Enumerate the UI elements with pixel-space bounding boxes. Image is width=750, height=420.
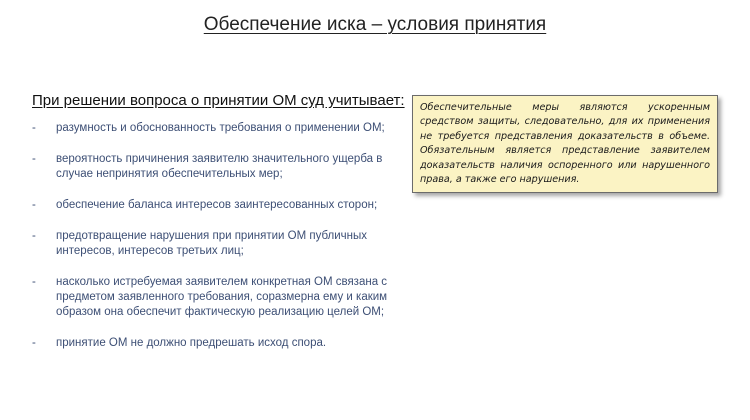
list-item-text: предотвращение нарушения при принятии ОМ публичных интересов, интересов третьих лиц;: [56, 230, 368, 257]
list-item: [32, 229, 394, 259]
list-item: [32, 198, 394, 213]
considerations-list: [32, 121, 394, 351]
list-dash: -: [32, 276, 36, 288]
list-item: [32, 336, 394, 351]
list-dash: -: [32, 199, 36, 211]
considerations-heading: При решении вопроса о принятии ОМ суд учитывает:: [32, 92, 405, 109]
list-item: [32, 275, 394, 320]
list-item: [32, 121, 394, 136]
slide-title-text: Обеспечение иска – условия принятия: [203, 14, 547, 35]
list-item-text: обеспечение баланса интересов заинтересованных сторон;: [56, 199, 378, 211]
list-dash: -: [32, 122, 36, 134]
list-item-text: насколько истребуемая заявителем конкретная ОМ связана с предметом заявленного требования, соразмерна ему и каким образом она обеспечит фактическую реализацию целей ОМ;: [56, 276, 388, 318]
list-item-text: принятие ОМ не должно предрешать исход спора.: [56, 337, 327, 349]
list-dash: -: [32, 337, 36, 349]
list-item-text: вероятность причинения заявителю значительного ущерба в случае непринятия обеспечительных мер;: [56, 153, 383, 180]
list-dash: -: [32, 230, 36, 242]
list-dash: -: [32, 153, 36, 165]
slide-title: [0, 14, 750, 36]
considerations-section: [32, 92, 405, 367]
note-text: Обеспечительные меры являются ускоренным средством защиты, следовательно, для их применения не требуется представления доказательств в объеме. Обязательным является представление заявителем доказательств наличия оспоренного или нарушенного права, а также его нарушения.: [420, 102, 710, 186]
note-box: [412, 95, 718, 193]
list-item-text: разумность и обоснованность требования о применении ОМ;: [56, 122, 385, 134]
list-item: [32, 152, 394, 182]
